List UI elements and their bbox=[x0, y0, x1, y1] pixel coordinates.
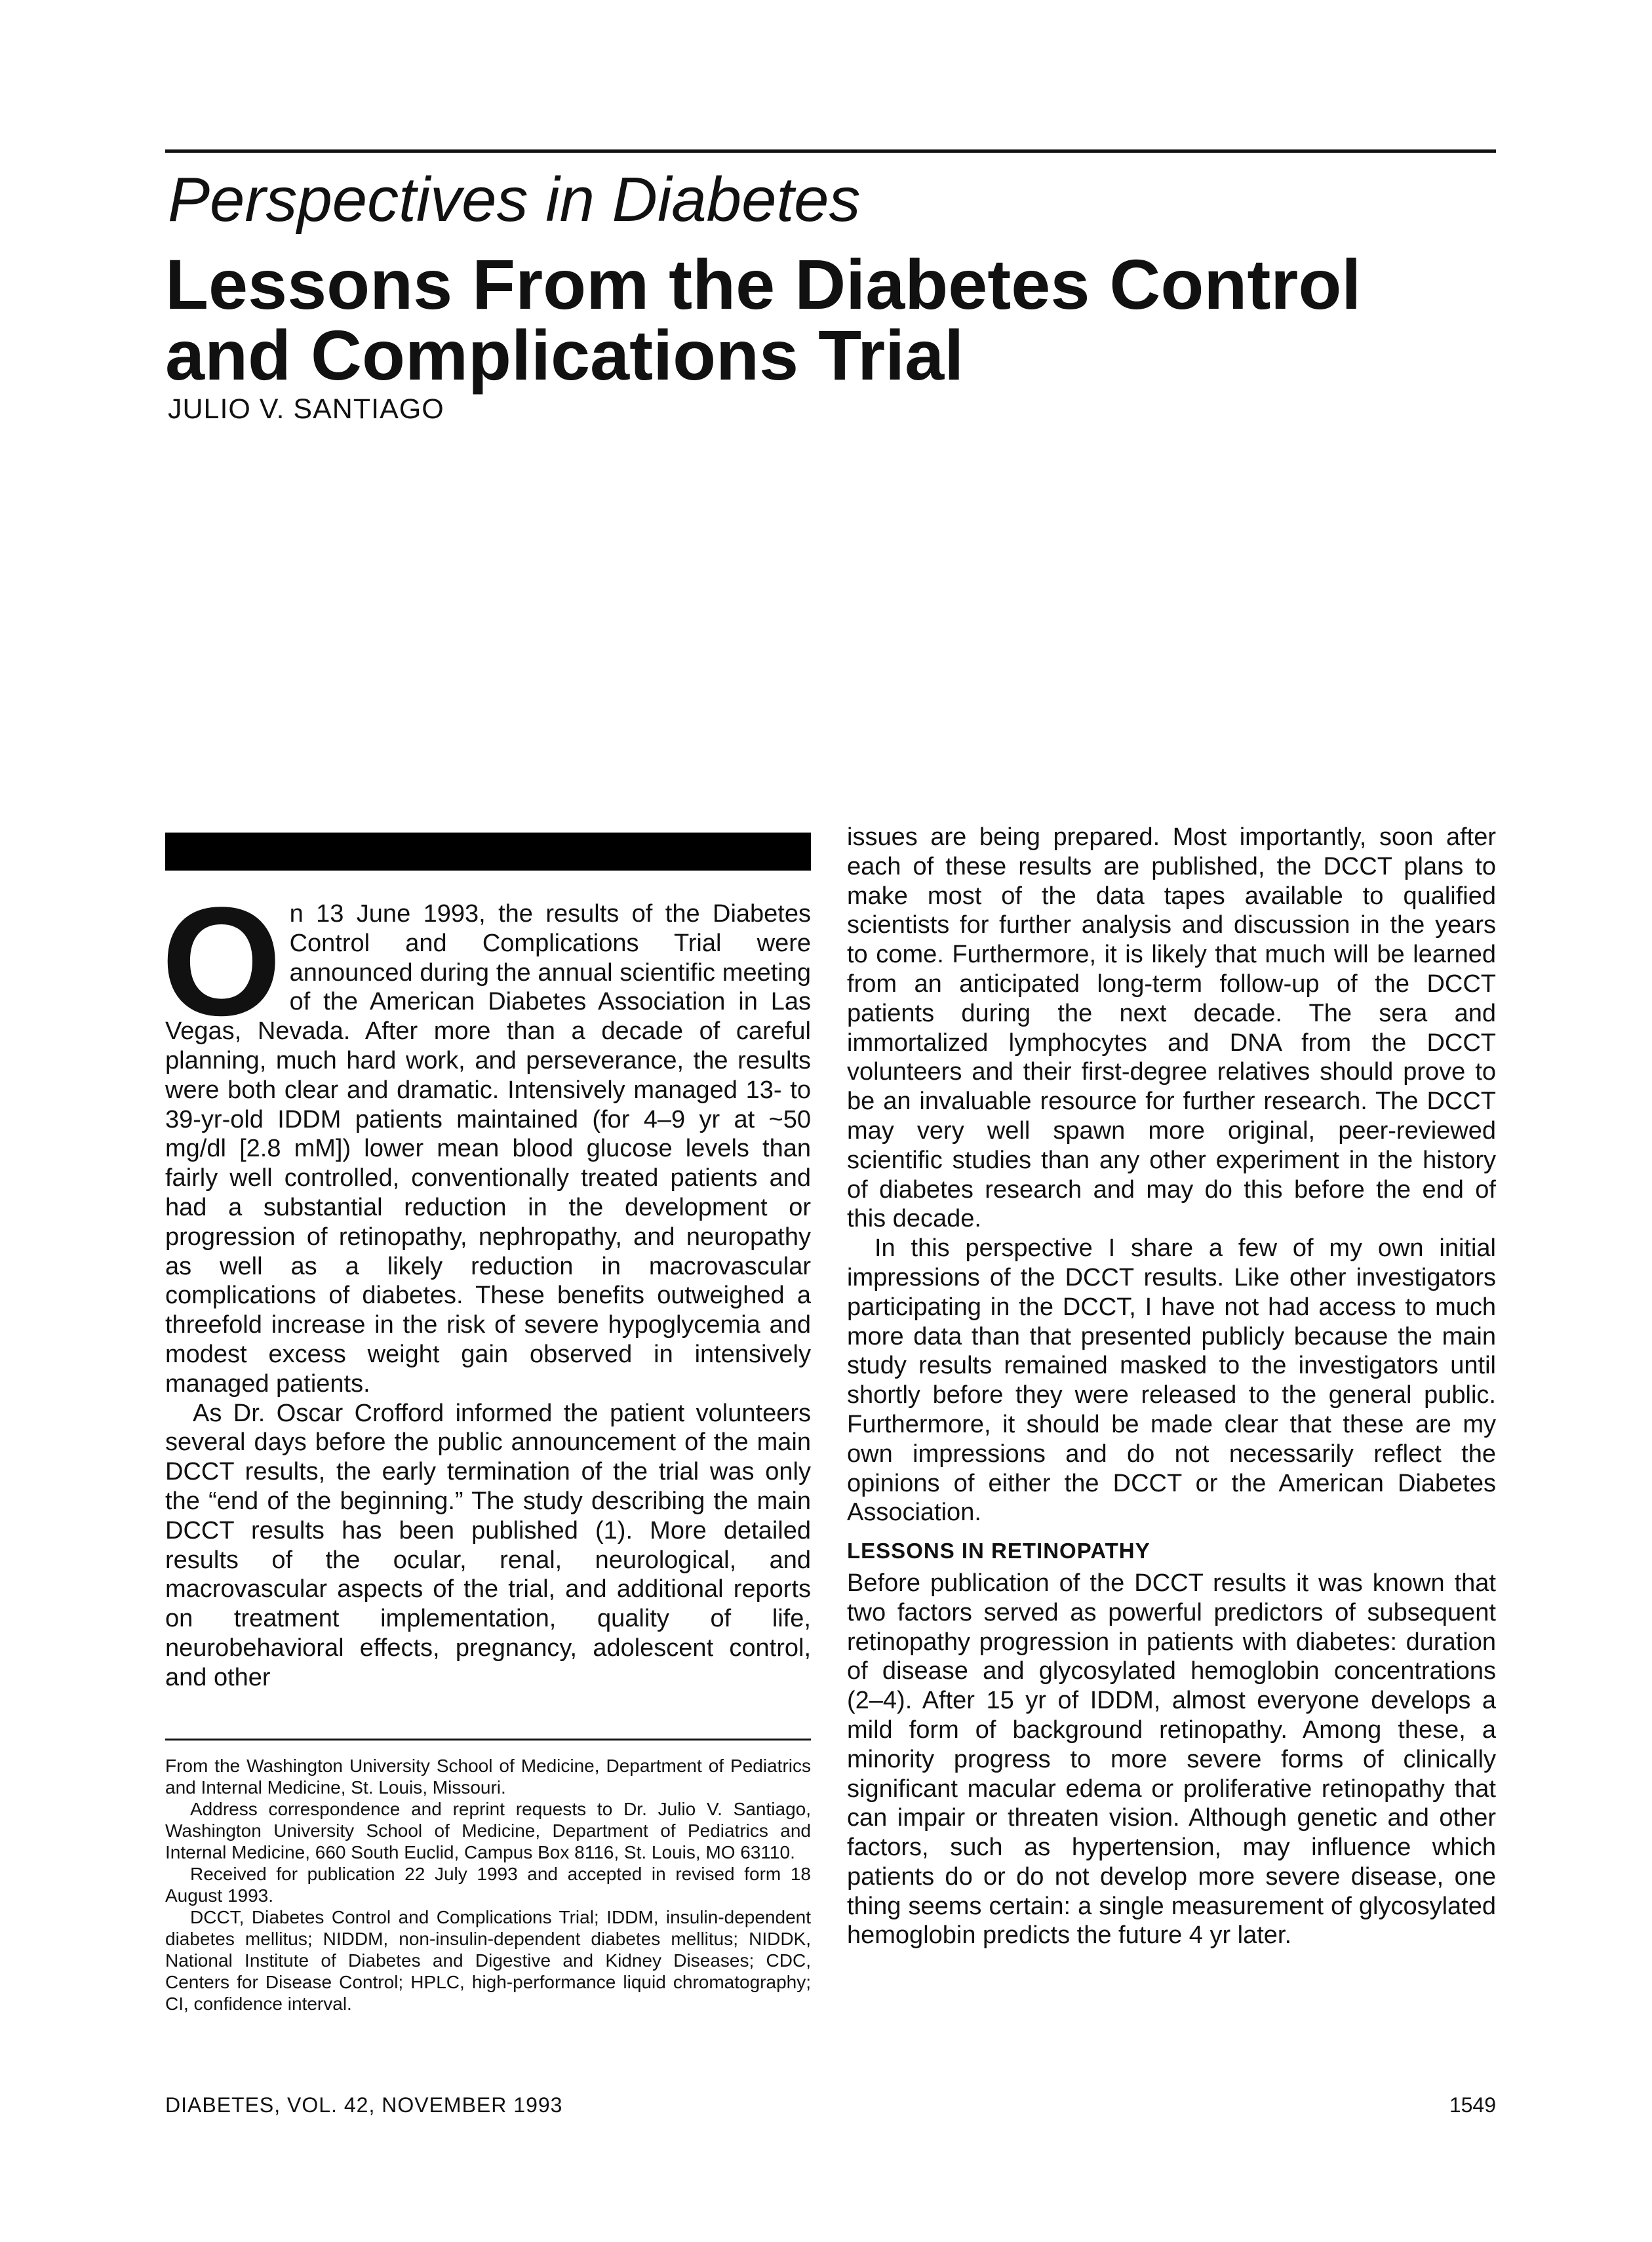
body-paragraph: issues are being prepared. Most importantly, soon after each of these results are published, the DCCT plans to make most of the data tapes available to qualified scientists for further analysis and discussion in the years to come. Furthermore, it is likely that much will be learned from an anticipated long-term follow-up of the DCCT patients during the next decade. The sera and immortalized lymphocytes and DNA from the DCCT volunteers and their first-degree relatives should prove to be an invaluable resource for further research. The DCCT may very well spawn more original, peer-reviewed scientific studies than any other experiment in the history of diabetes research and may do this before the end of this decade. bbox=[847, 823, 1496, 1233]
title-line-1: Lessons From the Diabetes Control bbox=[165, 245, 1362, 324]
decorative-black-bar bbox=[165, 833, 811, 871]
drop-cap: O bbox=[161, 875, 282, 1048]
footnote-rule bbox=[165, 1739, 811, 1740]
article-title bbox=[165, 245, 1362, 395]
left-column bbox=[161, 875, 811, 1693]
top-rule bbox=[165, 149, 1496, 153]
body-paragraph: In this perspective I share a few of my own initial impressions of the DCCT results. Like other investigators participating in the DCCT, I have not had access to much more data than that presented publicly because the main study results remained masked to the investigators until shortly before they were released to the general public. Furthermore, it should be made clear that these are my own impressions and do not necessarily reflect the opinions of either the DCCT or the American Diabetes Association. bbox=[847, 1234, 1496, 1527]
right-column bbox=[847, 823, 1496, 1950]
body-paragraph: Before publication of the DCCT results it was known that two factors served as powerful predictors of subsequent retinopathy progression in patients with diabetes: duration of disease and glycosylated hemoglobin concentrations (2–4). After 15 yr of IDDM, almost everyone develops a mild form of background retinopathy. Among these, a minority progress to more severe forms of clinically significant macular edema or proliferative retinopathy that can impair or threaten vision. Although genetic and other factors, such as hypertension, may influence which patients do or do not develop more severe disease, one thing seems certain: a single measurement of glycosylated hemoglobin predicts the future 4 yr later. bbox=[847, 1569, 1496, 1950]
footnote-abbreviations: DCCT, Diabetes Control and Complications Trial; IDDM, insulin-dependent diabetes mellitus; NIDDM, non-insulin-dependent diabetes mellitus; NIDDK, National Institute of Diabetes and Digestive and Kidney Diseases; CDC, Centers for Disease Control; HPLC, high-performance liquid chromatography; CI, confidence interval. bbox=[165, 1907, 811, 2014]
intro-paragraph bbox=[161, 875, 811, 1399]
page-number: 1549 bbox=[1449, 2093, 1496, 2117]
body-paragraph: As Dr. Oscar Crofford informed the patient volunteers several days before the public announcement of the main DCCT results, the early termination of the trial was only the “end of the beginning.” The study describing the main DCCT results has been published (1). More detailed results of the ocular, renal, neurological, and macrovascular aspects of the trial, and additional reports on treatment implementation, quality of life, neurobehavioral effects, pregnancy, adolescent control, and other bbox=[165, 1399, 811, 1691]
section-kicker: Perspectives in Diabetes bbox=[168, 165, 861, 235]
footnote-received: Received for publication 22 July 1993 and accepted in revised form 18 August 1993. bbox=[165, 1864, 811, 1906]
author-name: JULIO V. SANTIAGO bbox=[168, 393, 444, 425]
footnote-affiliation: From the Washington University School of Medicine, Department of Pediatrics and Internal Medicine, St. Louis, Missouri. bbox=[165, 1756, 811, 1798]
journal-footer: DIABETES, VOL. 42, NOVEMBER 1993 bbox=[165, 2093, 563, 2117]
footnote-address: Address correspondence and reprint requests to Dr. Julio V. Santiago, Washington University School of Medicine, Department of Pediatrics and Internal Medicine, 660 South Euclid, Campus Box 8116, St. Louis, MO 63110. bbox=[165, 1799, 811, 1862]
intro-paragraph-text: n 13 June 1993, the results of the Diabetes Control and Complications Trial were announced during the annual scientific meeting of the American Diabetes Association in Las Vegas, Nevada. After more than a decade of careful planning, much hard work, and perseverance, the results were both clear and dramatic. Intensively managed 13- to 39-yr-old IDDM patients maintained (for 4–9 yr at ~50 mg/dl [2.8 mM]) lower mean blood glucose levels than fairly well controlled, conventionally treated patients and had a substantial reduction in the development or progression of retinopathy, nephropathy, and neuropathy as well as a likely reduction in macrovascular complications of diabetes. These benefits outweighed a threefold increase in the risk of severe hypoglycemia and modest excess weight gain observed in intensively managed patients. bbox=[165, 900, 811, 1398]
footnotes bbox=[165, 1755, 811, 2015]
section-heading: LESSONS IN RETINOPATHY bbox=[847, 1539, 1150, 1564]
title-line-2: and Complications Trial bbox=[165, 315, 964, 395]
